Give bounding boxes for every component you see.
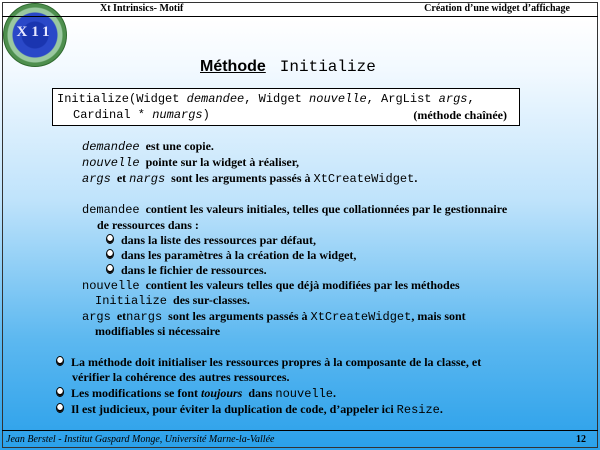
point-text: Il est judicieux, pour éviter la duplication de code, d’appeler ici [71, 402, 394, 416]
header-right: Création d’une widget d’affichage [424, 3, 570, 14]
param-name: args [82, 172, 111, 186]
code-ref: XtCreateWidget [310, 310, 412, 324]
logo-text: X11 [16, 24, 54, 40]
list-item [106, 248, 356, 263]
list-item [106, 233, 316, 248]
signature-note: (méthode chaînée) [413, 108, 507, 122]
signature-line-1 [57, 92, 475, 106]
demandee-line-1 [82, 202, 507, 217]
demandee-line-2: de ressources dans : [97, 218, 199, 232]
param-line [82, 139, 214, 154]
bullet-icon [56, 387, 64, 397]
sig-part: , ArgList [366, 92, 439, 106]
bullet-icon [106, 249, 114, 259]
point-text: La méthode doit initialiser les ressources propres à la composante de la classe, et [71, 355, 482, 369]
code-ref: nouvelle [275, 387, 333, 401]
sig-part: Cardinal * [73, 108, 153, 122]
point-emphasis: toujours [201, 386, 243, 400]
block-text: et [116, 309, 127, 323]
block-text: contient les valeurs initiales, telles que collationnées par le gestionnaire [145, 202, 508, 216]
block-text: des sur-classes. [173, 293, 250, 307]
param-line [82, 155, 299, 170]
list-item-text: dans la liste des ressources par défaut, [121, 233, 317, 247]
list-item-text: dans les paramètres à la création de la widget, [121, 248, 357, 262]
param-text: pointe sur la widget à réaliser, [145, 155, 299, 169]
code-ref: Resize [396, 403, 440, 417]
bullet-icon [106, 264, 114, 274]
bullet-icon [56, 403, 64, 413]
signature-box [52, 88, 520, 126]
footer-divider [2, 430, 598, 431]
param-text: et [116, 171, 127, 185]
bullet-icon [56, 356, 64, 366]
sig-part: , Widget [244, 92, 310, 106]
point-line [56, 386, 336, 401]
point-line [56, 402, 443, 417]
bullet-icon [106, 234, 114, 244]
sig-param: args [438, 92, 468, 106]
list-item [106, 263, 267, 278]
sig-param: demandee [186, 92, 245, 106]
param-text: est une copie. [145, 139, 214, 153]
title-word: Méthode [200, 58, 266, 75]
title-code: Initialize [279, 58, 376, 76]
point-text: . [439, 402, 443, 416]
footer-author: Jean Berstel - Institut Gaspard Monge, Université Marne-la-Vallée [6, 434, 275, 445]
code-ref: XtCreateWidget [313, 172, 415, 186]
point-text: Les modifications se font [71, 386, 198, 400]
point-line-cont: vérifier la cohérence des autres ressources. [72, 370, 290, 384]
page-title [200, 58, 376, 76]
sig-part: Initialize(Widget [57, 92, 187, 106]
nouvelle-line-2 [95, 293, 250, 308]
param-text: sont les arguments passés à [171, 171, 311, 185]
block-text: sont les arguments passés à [168, 309, 308, 323]
point-line [56, 355, 481, 370]
signature-line-2 [73, 108, 210, 122]
x11-logo [3, 3, 67, 67]
header-divider [2, 16, 598, 17]
point-text: . [333, 386, 336, 400]
param-name: nargs [129, 172, 166, 186]
code-ref: demandee [82, 203, 140, 217]
param-text: . [414, 171, 418, 185]
list-item-text: dans le fichier de ressources. [121, 263, 267, 277]
param-name: demandee [82, 140, 140, 154]
header-left: Xt Intrinsics- Motif [100, 3, 184, 14]
block-text: contient les valeurs telles que déjà modifiées par les méthodes [145, 278, 460, 292]
nouvelle-line-1 [82, 278, 460, 293]
code-ref: Initialize [95, 294, 168, 308]
args-line-1 [82, 309, 466, 324]
code-ref: args [82, 310, 111, 324]
args-line-2: modifiables si nécessaire [95, 324, 221, 338]
sig-param: nouvelle [309, 92, 367, 106]
point-text: dans [248, 386, 273, 400]
page-number: 12 [576, 434, 586, 445]
code-ref: nargs [126, 310, 163, 324]
sig-param: numargs [152, 108, 203, 122]
block-text: , mais sont [411, 309, 466, 323]
sig-part: ) [202, 108, 210, 122]
code-ref: nouvelle [82, 279, 140, 293]
sig-part: , [467, 92, 475, 106]
param-name: nouvelle [82, 156, 140, 170]
param-line [82, 171, 417, 186]
